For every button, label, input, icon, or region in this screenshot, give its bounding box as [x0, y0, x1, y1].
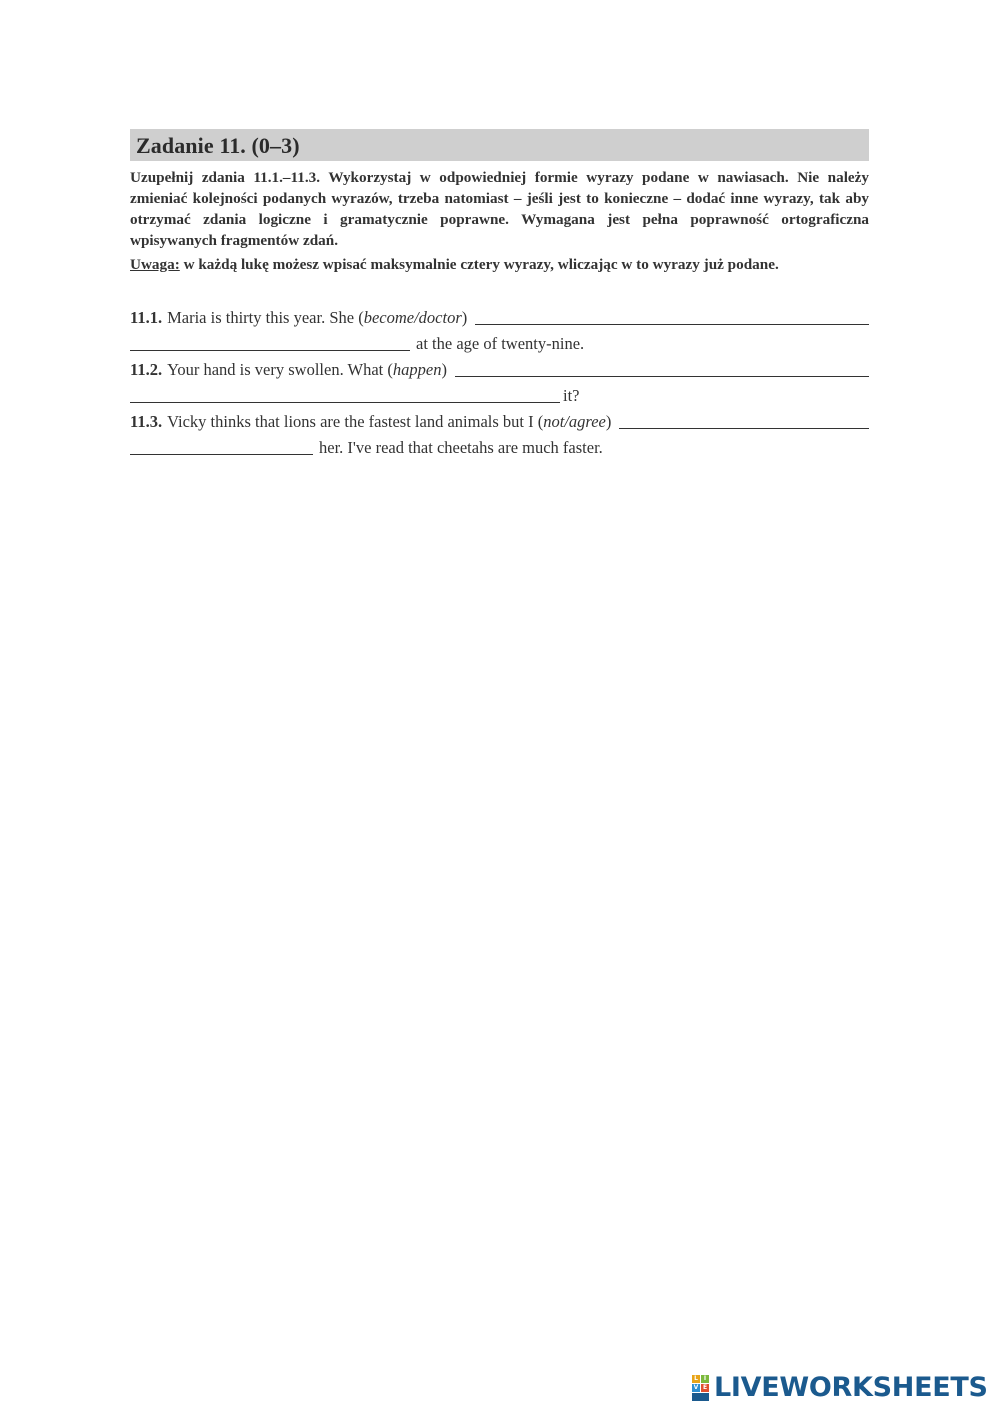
answer-field-11-3-part-1[interactable] — [619, 410, 869, 429]
exercise-hint: not/agree — [543, 412, 606, 431]
note-label: Uwaga: — [130, 256, 180, 273]
task-title: Zadanie 11. (0–3) — [130, 129, 869, 161]
task-block — [130, 129, 869, 458]
exercise-text-close: ) — [461, 308, 468, 327]
exercise-11-2-line-1 — [130, 354, 869, 380]
exercise-number: 11.2. — [130, 360, 163, 379]
exercise-11-3-line-1 — [130, 406, 869, 432]
answer-field-11-2-part-1[interactable] — [455, 358, 869, 377]
exercise-11-1-line-1 — [130, 302, 869, 328]
answer-field-11-2-part-2[interactable] — [130, 384, 560, 403]
exercise-text-after: it? — [563, 386, 580, 405]
liveworksheets-logo — [692, 1372, 988, 1404]
exercise-11-3-line-2 — [130, 432, 869, 458]
answer-field-11-1-part-1[interactable] — [475, 306, 869, 325]
exercise-text-after: her. I've read that cheetahs are much faster. — [319, 438, 603, 457]
exercise-text: Vicky thinks that lions are the fastest land animals but I ( — [167, 412, 544, 431]
exercise-11-1-line-2 — [130, 328, 869, 354]
instructions — [130, 167, 869, 275]
instruction-text: Uzupełnij zdania 11.1.–11.3. Wykorzystaj w odpowiedniej formie wyrazy podane w nawiasach. Nie należy zmieniać kolejności podanych wyrazów, trzeba natomiast – jeśli jest to konieczne – dodać inne wyrazy, tak aby otrzymać zdania logiczne i gramatycznie poprawne. Wymagana jest pełna poprawność ortograficzna wpisywanych fragmentów zdań. — [130, 169, 869, 249]
answer-field-11-3-part-2[interactable] — [130, 436, 313, 455]
note — [130, 254, 869, 275]
exercise-text-close: ) — [605, 412, 612, 431]
note-text: w każdą lukę możesz wpisać maksymalnie cztery wyrazy, wliczając w to wyrazy już podane. — [179, 256, 779, 273]
answer-field-11-1-part-2[interactable] — [130, 332, 410, 351]
exercise-hint: happen — [392, 360, 442, 379]
exercise-11-2-line-2 — [130, 380, 869, 406]
exercise-number: 11.1. — [130, 308, 163, 327]
exercise-list — [130, 302, 869, 458]
liveworksheets-logo-icon: L I V E — [692, 1375, 710, 1401]
exercise-text-after: at the age of twenty-nine. — [416, 334, 585, 353]
exercise-number: 11.3. — [130, 412, 163, 431]
liveworksheets-logo-text: LIVEWORKSHEETS — [714, 1372, 988, 1403]
exercise-text: Maria is thirty this year. She ( — [167, 308, 364, 327]
exercise-hint: become/doctor — [363, 308, 462, 327]
exercise-text: Your hand is very swollen. What ( — [167, 360, 393, 379]
exercise-text-close: ) — [441, 360, 447, 379]
